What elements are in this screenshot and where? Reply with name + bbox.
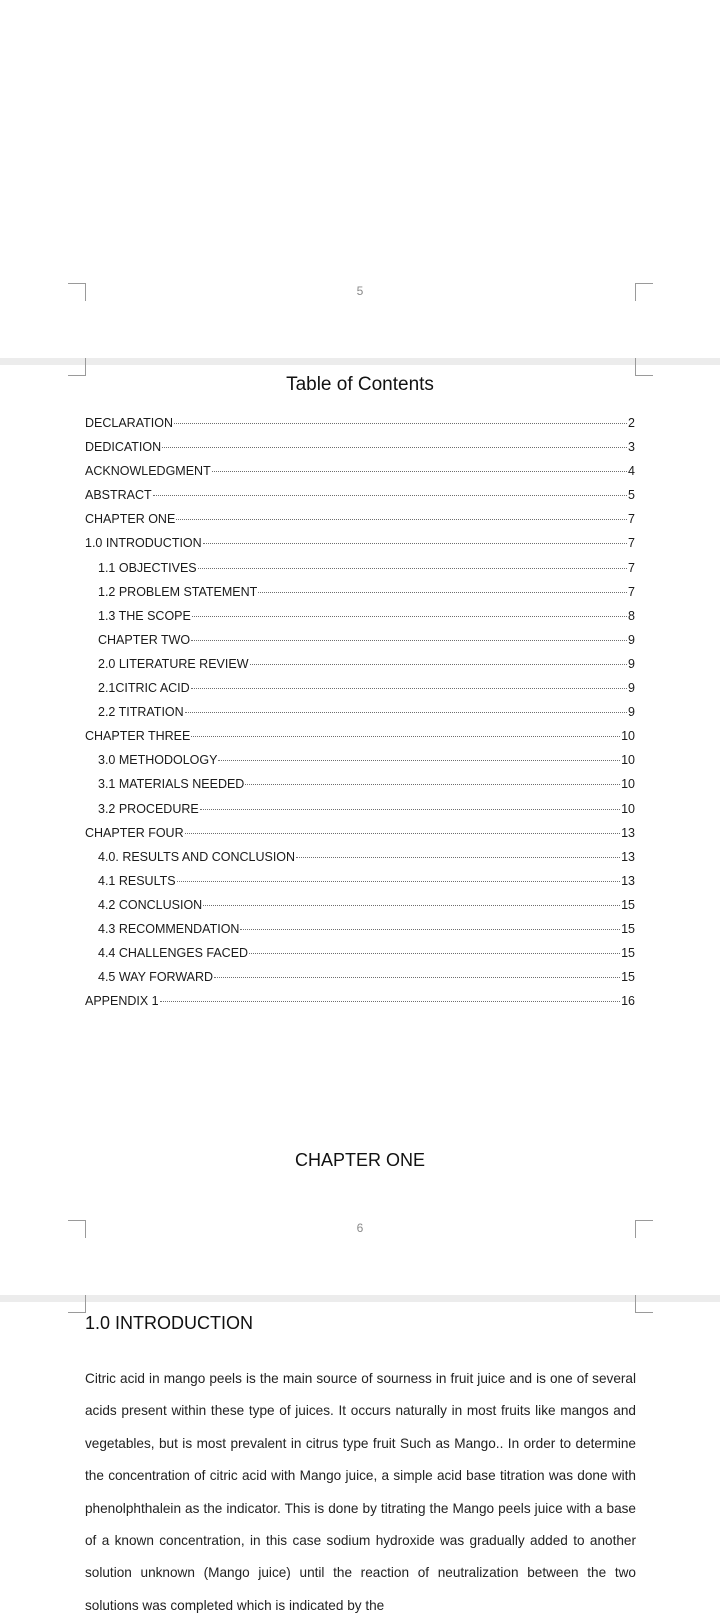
- toc-entry-page: 2: [628, 416, 635, 430]
- toc-dot-leader: [203, 905, 620, 906]
- toc-dot-leader: [296, 857, 620, 858]
- toc-entry-label: 1.0 INTRODUCTION: [85, 536, 202, 551]
- toc-entry-label: 1.1 OBJECTIVES: [98, 560, 197, 575]
- toc-dot-leader: [200, 809, 620, 810]
- toc-entry[interactable]: [85, 536, 635, 560]
- toc-dot-leader: [185, 712, 627, 713]
- toc-dot-leader: [162, 447, 627, 448]
- toc-dot-leader: [174, 423, 627, 424]
- toc-entry[interactable]: [85, 633, 635, 657]
- toc-entry-label: 4.2 CONCLUSION: [98, 897, 203, 912]
- toc-entry-page: 15: [621, 921, 635, 936]
- toc-entry-page: 13: [621, 825, 635, 840]
- toc-dot-leader: [185, 833, 620, 834]
- toc-entry-label: 2.0 LITERATURE REVIEW: [98, 656, 249, 671]
- toc-entry-page: 7: [628, 560, 635, 575]
- toc-dot-leader: [160, 1001, 620, 1002]
- page-corner-marker: [68, 1295, 86, 1313]
- toc-dot-leader: [245, 784, 620, 785]
- toc-entry[interactable]: [85, 464, 635, 488]
- toc-entry-page: 13: [621, 873, 635, 888]
- toc-entry-page: 10: [621, 729, 635, 744]
- toc-entry[interactable]: [85, 898, 635, 922]
- toc-entry-label: DEDICATION: [85, 440, 162, 455]
- chapter-heading: CHAPTER ONE: [294, 1150, 426, 1170]
- toc-entry[interactable]: [85, 729, 635, 753]
- toc-dot-leader: [212, 471, 627, 472]
- toc-entry-page: 15: [621, 970, 635, 985]
- toc-entry-page: 10: [621, 753, 635, 768]
- toc-entry-page: 15: [621, 897, 635, 912]
- toc-entry-page: 5: [628, 488, 635, 503]
- toc-entry-label: CHAPTER ONE: [85, 512, 176, 527]
- toc-entry[interactable]: [85, 488, 635, 512]
- toc-entry-label: 2.2 TITRATION: [98, 705, 184, 720]
- toc-entry[interactable]: [85, 681, 635, 705]
- toc-dot-leader: [214, 977, 620, 978]
- toc-entry-page: 8: [628, 608, 635, 623]
- toc-entry[interactable]: [85, 826, 635, 850]
- page-number: 5: [356, 284, 364, 298]
- toc-entry[interactable]: [85, 416, 635, 440]
- toc-dot-leader: [203, 543, 627, 544]
- toc-entry[interactable]: [85, 753, 635, 777]
- toc-dot-leader: [191, 736, 620, 737]
- toc-entry[interactable]: [85, 657, 635, 681]
- page-separator: [0, 1295, 720, 1302]
- toc-entry-label: ABSTRACT: [85, 488, 152, 503]
- toc-entry-page: 16: [621, 994, 635, 1009]
- toc-entry-label: CHAPTER THREE: [85, 729, 191, 744]
- toc-entry-page: 10: [621, 777, 635, 792]
- toc-entry[interactable]: [85, 561, 635, 585]
- toc-entry-page: 7: [628, 512, 635, 527]
- toc-entry[interactable]: [85, 512, 635, 536]
- toc-entry-page: 13: [621, 849, 635, 864]
- toc-entry-label: DECLARATION: [85, 416, 173, 430]
- table-of-contents: [85, 416, 635, 1018]
- toc-entry[interactable]: [85, 705, 635, 729]
- toc-entry-page: 7: [628, 536, 635, 551]
- toc-entry-page: 9: [628, 656, 635, 671]
- toc-entry[interactable]: [85, 585, 635, 609]
- toc-entry[interactable]: [85, 994, 635, 1018]
- toc-dot-leader: [249, 953, 620, 954]
- toc-dot-leader: [191, 640, 627, 641]
- toc-dot-leader: [192, 616, 627, 617]
- toc-entry-label: 4.1 RESULTS: [98, 873, 176, 888]
- toc-entry[interactable]: [85, 850, 635, 874]
- page-corner-marker: [635, 1295, 653, 1313]
- toc-entry-page: 9: [628, 632, 635, 647]
- toc-entry-page: 15: [621, 946, 635, 961]
- toc-dot-leader: [198, 568, 627, 569]
- toc-entry-label: 4.5 WAY FORWARD: [98, 970, 214, 985]
- toc-entry[interactable]: [85, 970, 635, 994]
- page-separator: [0, 358, 720, 365]
- toc-entry[interactable]: [85, 874, 635, 898]
- toc-entry-label: APPENDIX 1: [85, 994, 159, 1009]
- toc-entry-label: 2.1CITRIC ACID: [98, 681, 190, 696]
- toc-dot-leader: [258, 592, 627, 593]
- toc-entry-label: 4.3 RECOMMENDATION: [98, 921, 240, 936]
- toc-entry[interactable]: [85, 946, 635, 970]
- toc-entry-page: 9: [628, 705, 635, 720]
- toc-entry[interactable]: [85, 609, 635, 633]
- toc-entry-label: 1.2 PROBLEM STATEMENT: [98, 584, 258, 599]
- toc-entry-label: 3.0 METHODOLOGY: [98, 753, 218, 768]
- toc-entry-page: 9: [628, 681, 635, 696]
- document-page-5: [0, 0, 720, 358]
- toc-entry-label: ACKNOWLEDGMENT: [85, 464, 211, 479]
- toc-entry[interactable]: [85, 777, 635, 801]
- toc-title: Table of Contents: [286, 374, 434, 395]
- toc-dot-leader: [218, 760, 620, 761]
- toc-entry-label: 4.0. RESULTS AND CONCLUSION: [98, 849, 296, 864]
- toc-dot-leader: [191, 688, 627, 689]
- toc-entry-label: 3.1 MATERIALS NEEDED: [98, 777, 245, 792]
- toc-entry-page: 4: [628, 464, 635, 479]
- toc-entry-label: 4.4 CHALLENGES FACED: [98, 946, 249, 961]
- toc-entry-page: 3: [628, 440, 635, 455]
- page-number: 6: [356, 1221, 364, 1235]
- toc-entry[interactable]: [85, 440, 635, 464]
- toc-entry-label: 3.2 PROCEDURE: [98, 801, 199, 816]
- toc-dot-leader: [177, 881, 621, 882]
- toc-entry-page: 10: [621, 801, 635, 816]
- toc-dot-leader: [250, 664, 628, 665]
- toc-entry[interactable]: [85, 922, 635, 946]
- section-heading: 1.0 INTRODUCTION: [85, 1313, 254, 1333]
- toc-entry-label: CHAPTER TWO: [98, 632, 191, 647]
- body-paragraph: Citric acid in mango peels is the main source of sourness in fruit juice and is one of several acids present within these type of juices. It occurs naturally in most fruits like mangos and vegetables, but is most prevalent in citrus type fruit Such as Mango.. In order to determine the concentration of citric acid with Mango juice, a simple acid base titration was done with phenolphthalein as the indicator. This is done by titrating the Mango peels juice with a base of a known concentration, in this case sodium hydroxide was gradually added to another solution unknown (Mango juice) until the reaction of neutralization between the two solutions was completed which is indicated by the: [85, 1371, 636, 1613]
- toc-dot-leader: [153, 495, 627, 496]
- toc-dot-leader: [176, 519, 627, 520]
- toc-entry-label: CHAPTER FOUR: [85, 825, 184, 840]
- toc-entry[interactable]: [85, 802, 635, 826]
- toc-entry-label: 1.3 THE SCOPE: [98, 608, 191, 623]
- toc-dot-leader: [240, 929, 620, 930]
- toc-entry-page: 7: [628, 584, 635, 599]
